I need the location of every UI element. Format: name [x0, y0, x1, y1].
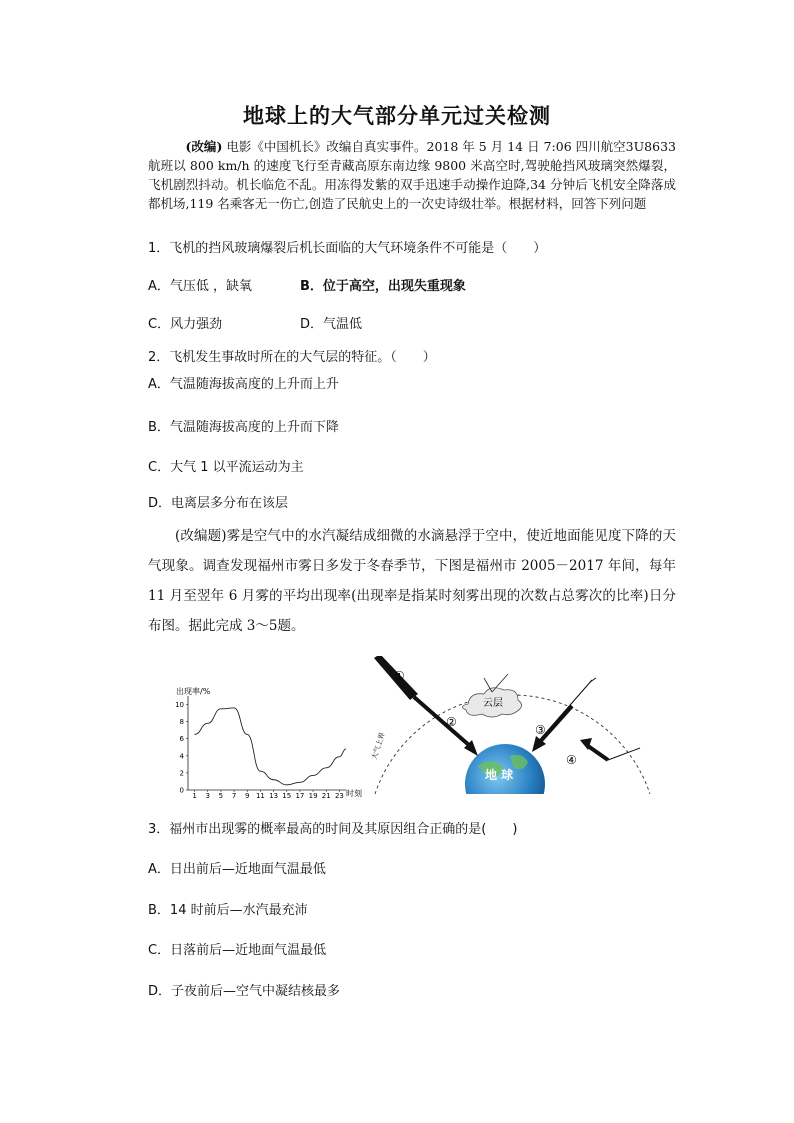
y-tick-label: 10 — [175, 701, 184, 710]
question-3-option-c[interactable]: C．日落前后—近地面气温最低 — [148, 943, 327, 958]
question-2-option-b[interactable]: B．气温随海拔高度的上升而下降 — [148, 420, 339, 435]
y-tick-label: 8 — [179, 718, 184, 727]
atmosphere-boundary-label: 大气上界 — [370, 731, 387, 761]
y-tick-label: 2 — [179, 769, 184, 778]
question-1-option-d[interactable]: D．气温低 — [300, 317, 363, 332]
question-1-option-c[interactable]: C．风力强劲 — [148, 317, 223, 332]
question-2-option-c[interactable]: C．大气 1 以平流运动为主 — [148, 460, 304, 475]
page-title: 地球上的大气部分单元过关检测 — [243, 103, 551, 128]
question-2-option-d[interactable]: D．电离层多分布在该层 — [148, 496, 289, 511]
question-3-option-a[interactable]: A．日出前后—近地面气温最低 — [148, 862, 326, 877]
x-tick-label: 9 — [245, 792, 250, 800]
question-3-stem: 3．福州市出现雾的概率最高的时间及其原因组合正确的是( ) — [148, 822, 518, 837]
x-tick-label: 1 — [192, 792, 197, 800]
y-tick-label: 4 — [179, 752, 184, 761]
x-tick-label: 11 — [255, 792, 265, 800]
x-tick-label: 13 — [269, 792, 279, 800]
cloud-label: 云层 — [483, 698, 503, 709]
label-4: ④ — [566, 753, 577, 767]
question-3-option-d[interactable]: D．子夜前后—空气中凝结核最多 — [148, 984, 341, 999]
question-3-option-b[interactable]: B．14 时前后—水汽最充沛 — [148, 903, 308, 918]
label-1: ① — [394, 669, 405, 683]
arrow-4-shaft — [588, 746, 608, 760]
x-tick-label: 5 — [218, 792, 224, 800]
question-2-stem: 2．飞机发生事故时所在的大气层的特征。（ ） — [148, 350, 436, 365]
arrow-4-thin — [608, 748, 640, 760]
passage-fog: (改编题)雾是空气中的水汽凝结成细微的水滴悬浮于空中，使近地面能见度下降的天气现象。调查发现福州市雾日多发于冬春季节，下图是福州市 2005－2017 年间，每年11 月至翌年 6 月雾的平均出现率(出现率是指某时刻雾出现的次数占总雾次的比率)日分布图。据此完成 3～5题。 — [148, 528, 676, 634]
x-tick-label: 15 — [282, 792, 292, 800]
earth-label: 地 球 — [485, 768, 514, 782]
label-2: ② — [446, 715, 457, 729]
fog-occurrence-chart — [170, 682, 370, 800]
y-tick-label: 6 — [179, 735, 184, 744]
question-2-option-a[interactable]: A．气温随海拔高度的上升而上升 — [148, 377, 339, 392]
question-1-option-b[interactable]: B．位于高空，出现失重现象 — [300, 279, 466, 294]
y-tick-label: 0 — [179, 786, 184, 795]
x-tick-label: 3 — [205, 792, 210, 800]
x-tick-label: 19 — [308, 792, 318, 800]
question-1-option-a[interactable]: A．气压低 ，缺氧 — [148, 279, 253, 294]
intro-text: 电影《中国机长》改编自真实事件。2018 年 5 月 14 日 7:06 四川航空3U8633 航班以 800 km/h 的速度飞行至青藏高原东南边缘 9800 米高空时,驾驶舱挡风玻璃突然爆裂，飞机剧烈抖动。机长临危不乱。用冻得发紫的双手迅速手动操作迫降,34 分钟后飞机安全降落成都机场,119 名乘客无一伤亡,创造了民航史上的一次史诗级壮举。根据材料，回答下列问题 — [148, 139, 676, 211]
intro-label: (改编) — [185, 139, 223, 154]
x-tick-label: 17 — [295, 792, 305, 800]
series-line — [195, 708, 346, 785]
arrow-3-tip — [590, 678, 596, 682]
x-tick-label: 7 — [231, 792, 237, 800]
label-3: ③ — [535, 723, 546, 737]
x-tick-label: 21 — [321, 792, 331, 800]
x-axis-label: 时刻 — [346, 789, 362, 798]
atmosphere-radiation-diagram — [360, 656, 660, 796]
intro-paragraph — [148, 137, 676, 213]
x-tick-label: 23 — [334, 792, 344, 800]
question-1-stem: 1．飞机的挡风玻璃爆裂后机长面临的大气环境条件不可能是（ ） — [148, 241, 547, 256]
y-axis-label: 出现率/% — [176, 687, 211, 696]
